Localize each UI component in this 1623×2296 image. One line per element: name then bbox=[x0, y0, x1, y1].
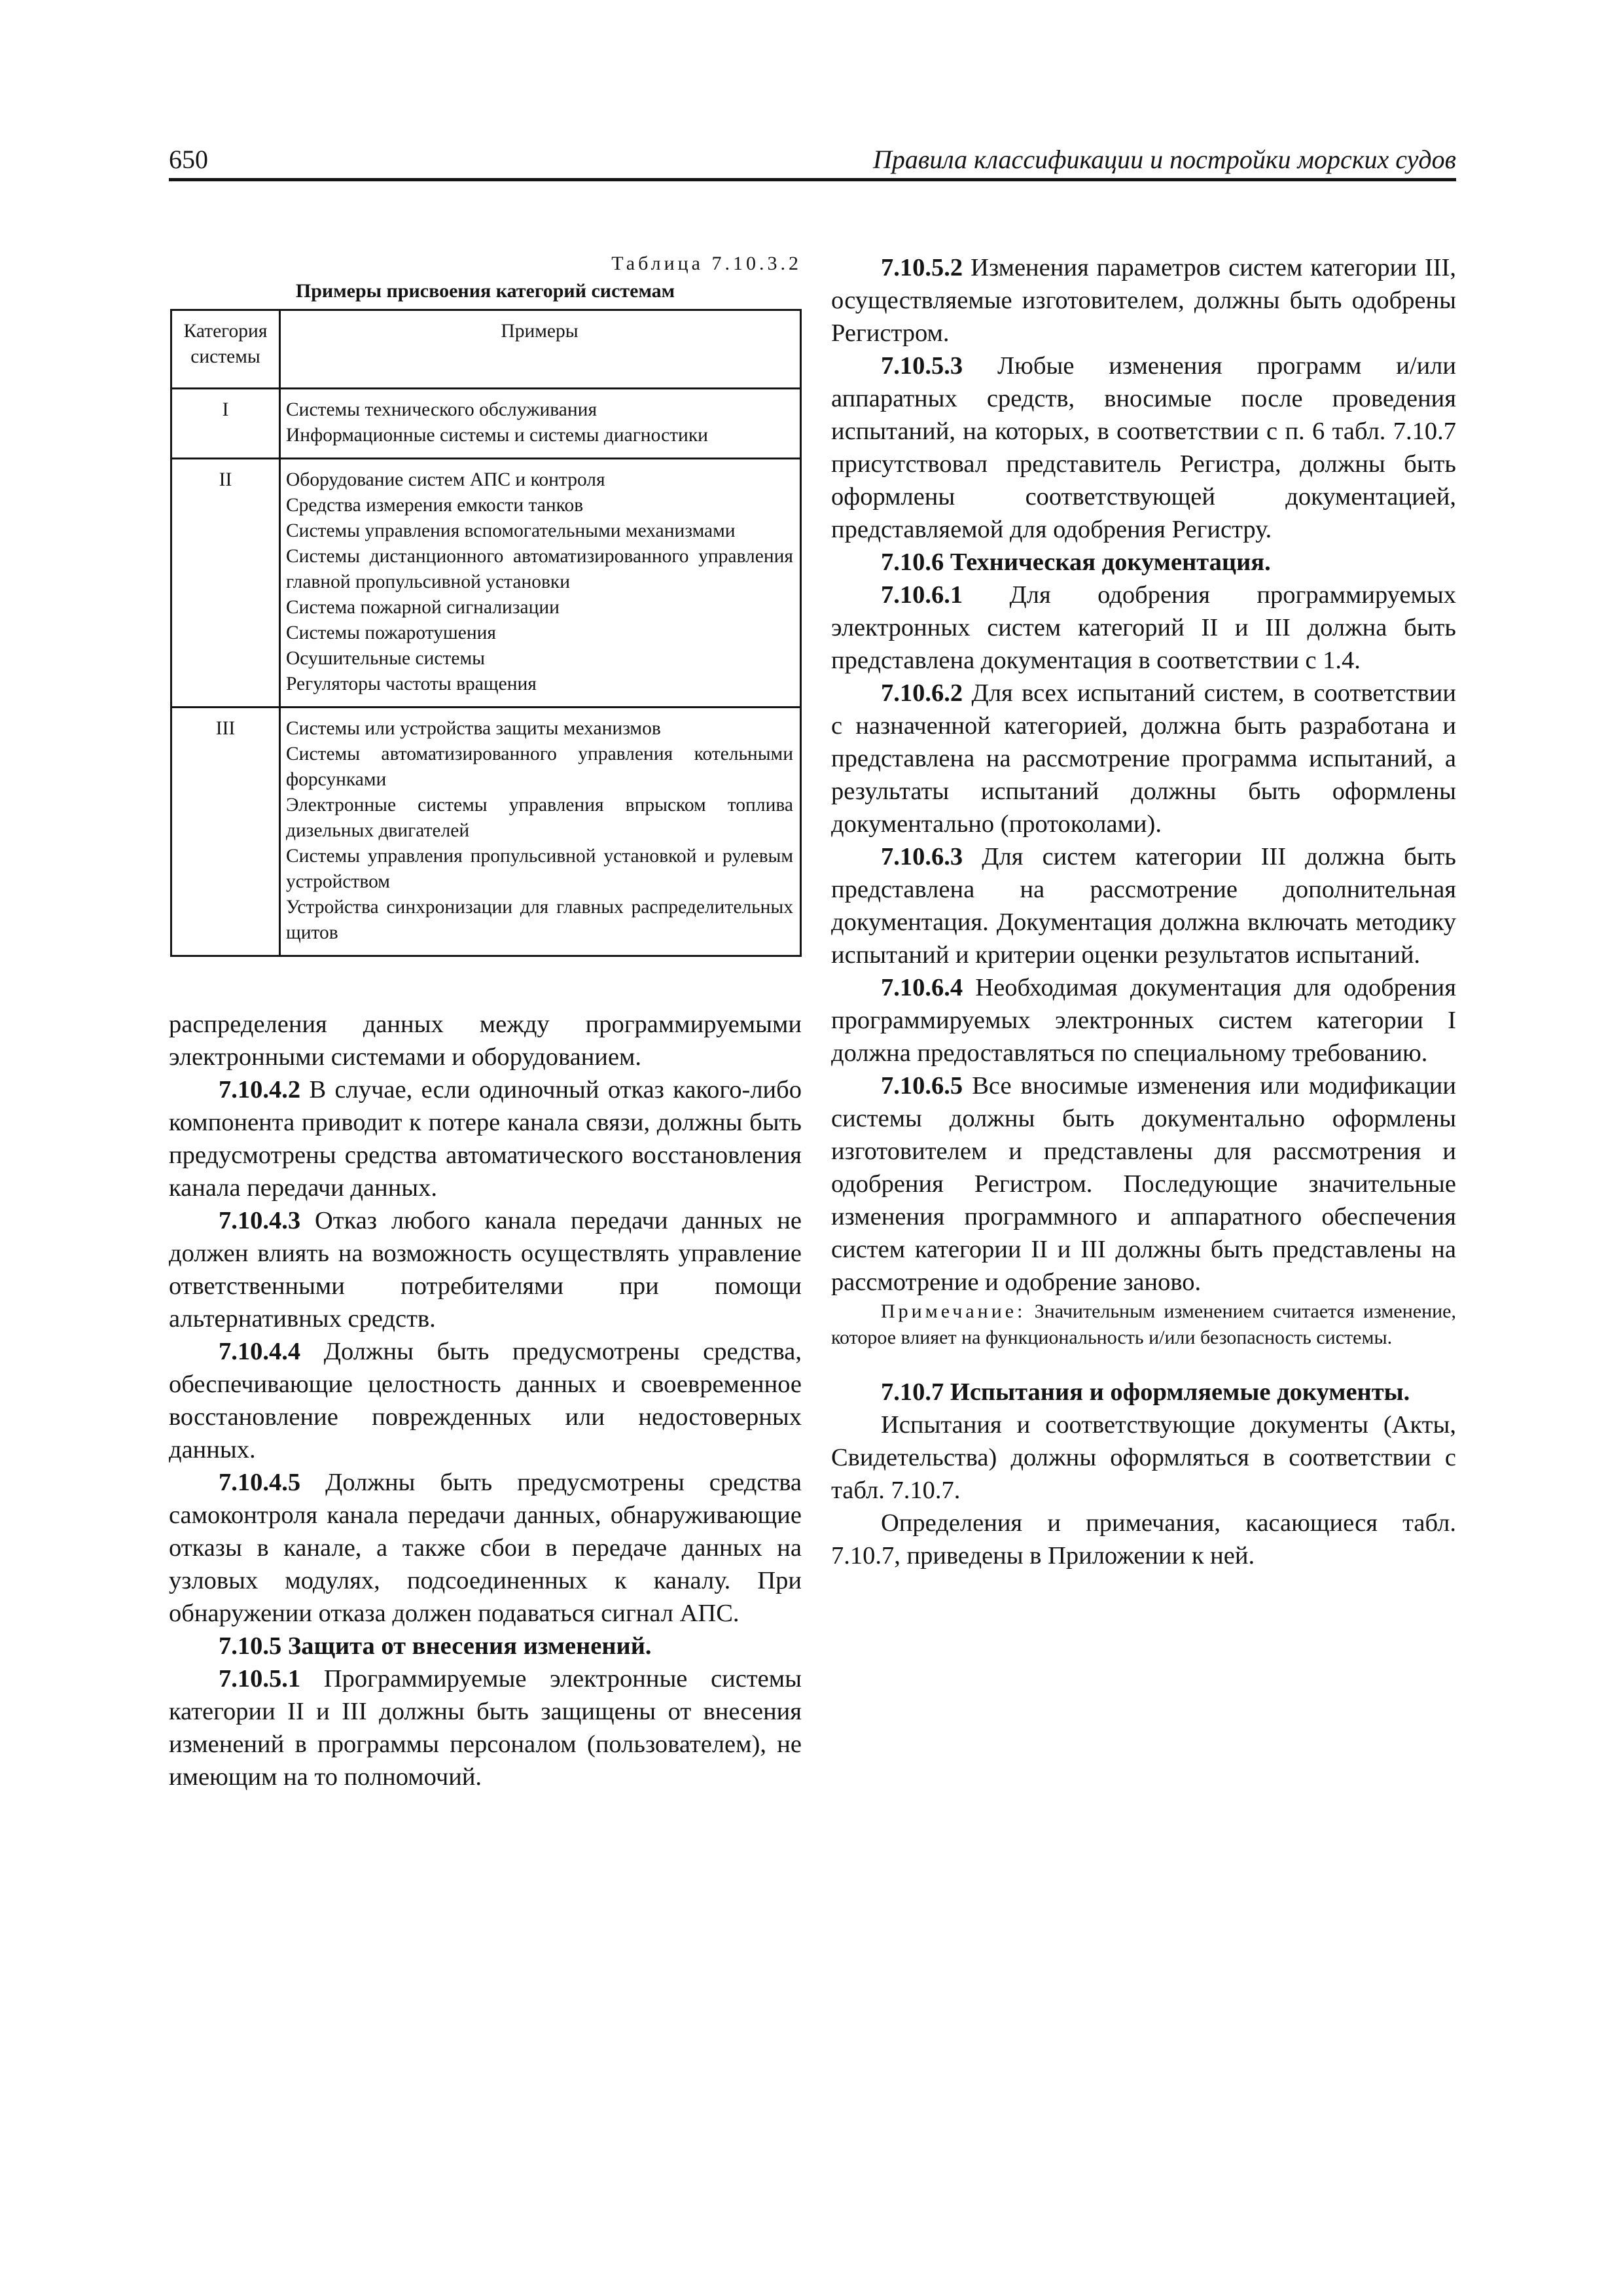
clause-text: Изменения параметров систем категории III, осуществляемые изготовителем, должны быть одобрены Регистром. bbox=[831, 254, 1456, 347]
header-category: Категория системы bbox=[171, 310, 280, 389]
paragraph-7-10-4-5 bbox=[169, 1466, 802, 1630]
table-caption: Таблица 7.10.3.2 bbox=[611, 253, 802, 274]
right-column bbox=[831, 251, 1456, 1572]
paragraph-7-10-6-1 bbox=[831, 579, 1456, 677]
note-label: Примечание: bbox=[881, 1300, 1026, 1322]
category-examples-table bbox=[170, 309, 802, 957]
clause-number: 7.10.4.2 bbox=[219, 1076, 301, 1103]
clause-number: 7.10.5.2 bbox=[881, 254, 963, 281]
clause-number: 7.10.6.2 bbox=[881, 679, 963, 707]
example-item: Система пожарной сигнализации bbox=[286, 597, 560, 618]
clause-text: Для систем категории III должна быть представлена на рассмотрение дополнительная документация. Документация должна включать методику испытаний и критерии оценки результатов испытаний. bbox=[831, 843, 1456, 969]
clause-number: 7.10.4.5 bbox=[219, 1469, 301, 1496]
header-examples: Примеры bbox=[280, 310, 801, 389]
note-text: Значительным изменением считается изменение, которое влияет на функциональность и/или безопасность системы. bbox=[831, 1300, 1456, 1348]
clause-text: Программируемые электронные системы категории II и III должны быть защищены от внесения изменений в программы персоналом (пользователем), не имеющим на то полномочий. bbox=[169, 1665, 802, 1791]
paragraph-tests: Испытания и соответствующие документы (Акты, Свидетельства) должны оформляться в соответствии с табл. 7.10.7. bbox=[831, 1411, 1456, 1504]
paragraph-7-10-4-4 bbox=[169, 1335, 802, 1466]
examples-cell bbox=[280, 459, 801, 708]
category-cell: III bbox=[171, 708, 280, 956]
table-row bbox=[171, 708, 801, 956]
examples-cell bbox=[280, 389, 801, 459]
header-rule bbox=[169, 178, 1456, 181]
clause-number: 7.10.5.3 bbox=[881, 352, 963, 380]
paragraph-7-10-6-2 bbox=[831, 677, 1456, 840]
section-heading-7-10-6: 7.10.6 Техническая документация. bbox=[881, 548, 1271, 576]
example-item: Системы автоматизированного управления котельными форсунками bbox=[286, 744, 793, 790]
example-item: Регуляторы частоты вращения bbox=[286, 673, 537, 694]
example-item: Средства измерения емкости танков bbox=[286, 495, 584, 516]
clause-text: Все вносимые изменения или модификации системы должны быть документально оформлены изготовителем и представлены для рассмотрения и одобрения Регистром. Последующие значительные изменения программного и аппаратного обеспечения систем категории II и III должны быть представлены на рассмотрение и одобрение заново. bbox=[831, 1072, 1456, 1296]
clause-number: 7.10.6.1 bbox=[881, 581, 963, 609]
example-item: Системы технического обслуживания bbox=[286, 399, 597, 420]
paragraph-7-10-5-3 bbox=[831, 350, 1456, 546]
example-item: Электронные системы управления впрыском топлива дизельных двигателей bbox=[286, 795, 793, 841]
clause-text: Для одобрения программируемых электронных систем категорий II и III должна быть представлена документация в соответствии с 1.4. bbox=[831, 581, 1456, 674]
example-item: Системы или устройства защиты механизмов bbox=[286, 718, 661, 739]
table-title: Примеры присвоения категорий системам bbox=[295, 280, 675, 302]
paragraph-7-10-5-2 bbox=[831, 251, 1456, 350]
example-item: Устройства синхронизации для главных распределительных щитов bbox=[286, 897, 793, 943]
clause-text: Любые изменения программ и/или аппаратных средств, вносимые после проведения испытаний, на которых, в соответствии с п. 6 табл. 7.10.7 присутствовал представитель Регистра, должны быть оформлены соответствующей документацией, представляемой для одобрения Регистру. bbox=[831, 352, 1456, 543]
example-item: Информационные системы и системы диагностики bbox=[286, 425, 708, 446]
clause-number: 7.10.4.4 bbox=[219, 1338, 301, 1365]
paragraph-continuation: распределения данных между программируемыми электронными системами и оборудованием. bbox=[169, 1011, 802, 1071]
running-title: Правила классификации и постройки морских судов bbox=[872, 145, 1456, 174]
clause-text: Должны быть предусмотрены средства самоконтроля канала передачи данных, обнаруживающие отказы в канале, а также сбои в передаче данных на узловых модулях, подсоединенных к каналу. При обнаружении отказа должен подаваться сигнал АПС. bbox=[169, 1469, 802, 1627]
category-cell: I bbox=[171, 389, 280, 459]
left-column bbox=[169, 1008, 802, 1793]
example-item: Осушительные системы bbox=[286, 648, 485, 669]
clause-text: Должны быть предусмотрены средства, обеспечивающие целостность данных и своевременное восстановление поврежденных или недостоверных данных. bbox=[169, 1338, 802, 1463]
paragraph-7-10-6-5 bbox=[831, 1069, 1456, 1299]
table-row bbox=[171, 459, 801, 708]
paragraph-7-10-6-3 bbox=[831, 840, 1456, 971]
clause-number: 7.10.5.1 bbox=[219, 1665, 301, 1693]
examples-cell bbox=[280, 708, 801, 956]
paragraph-definitions: Определения и примечания, касающиеся табл. 7.10.7, приведены в Приложении к ней. bbox=[831, 1509, 1456, 1570]
example-item: Системы управления пропульсивной установкой и рулевым устройством bbox=[286, 846, 793, 892]
note bbox=[831, 1299, 1456, 1351]
paragraph-7-10-6-4 bbox=[831, 971, 1456, 1069]
table-header-row bbox=[171, 310, 801, 389]
clause-text: Необходимая документация для одобрения программируемых электронных систем категории I должна предоставляться по специальному требованию. bbox=[831, 974, 1456, 1067]
section-heading-7-10-5: 7.10.5 Защита от внесения изменений. bbox=[219, 1632, 652, 1660]
page-number: 650 bbox=[169, 145, 208, 174]
clause-text: Отказ любого канала передачи данных не должен влиять на возможность осуществлять управление ответственными потребителями при помощи альтернативных средств. bbox=[169, 1207, 802, 1333]
clause-text: В случае, если одиночный отказ какого-либо компонента приводит к потере канала связи, должны быть предусмотрены средства автоматического восстановления канала передачи данных. bbox=[169, 1076, 802, 1202]
paragraph-7-10-4-3 bbox=[169, 1204, 802, 1335]
clause-text: Для всех испытаний систем, в соответствии с назначенной категорией, должна быть разработана и представлена на рассмотрение программа испытаний, а результаты испытаний должны быть оформлены документально (протоколами). bbox=[831, 679, 1456, 838]
clause-number: 7.10.6.4 bbox=[881, 974, 963, 1001]
example-item: Оборудование систем АПС и контроля bbox=[286, 469, 605, 490]
example-item: Системы дистанционного автоматизированного управления главной пропульсивной установки bbox=[286, 546, 793, 592]
clause-number: 7.10.4.3 bbox=[219, 1207, 301, 1234]
table-row bbox=[171, 389, 801, 459]
paragraph-7-10-4-2 bbox=[169, 1073, 802, 1204]
clause-number: 7.10.6.3 bbox=[881, 843, 963, 870]
example-item: Системы управления вспомогательными механизмами bbox=[286, 520, 736, 541]
paragraph-7-10-5-1 bbox=[169, 1662, 802, 1793]
category-cell: II bbox=[171, 459, 280, 708]
clause-number: 7.10.6.5 bbox=[881, 1072, 963, 1100]
section-heading-7-10-7: 7.10.7 Испытания и оформляемые документы. bbox=[881, 1378, 1410, 1406]
example-item: Системы пожаротушения bbox=[286, 622, 496, 643]
